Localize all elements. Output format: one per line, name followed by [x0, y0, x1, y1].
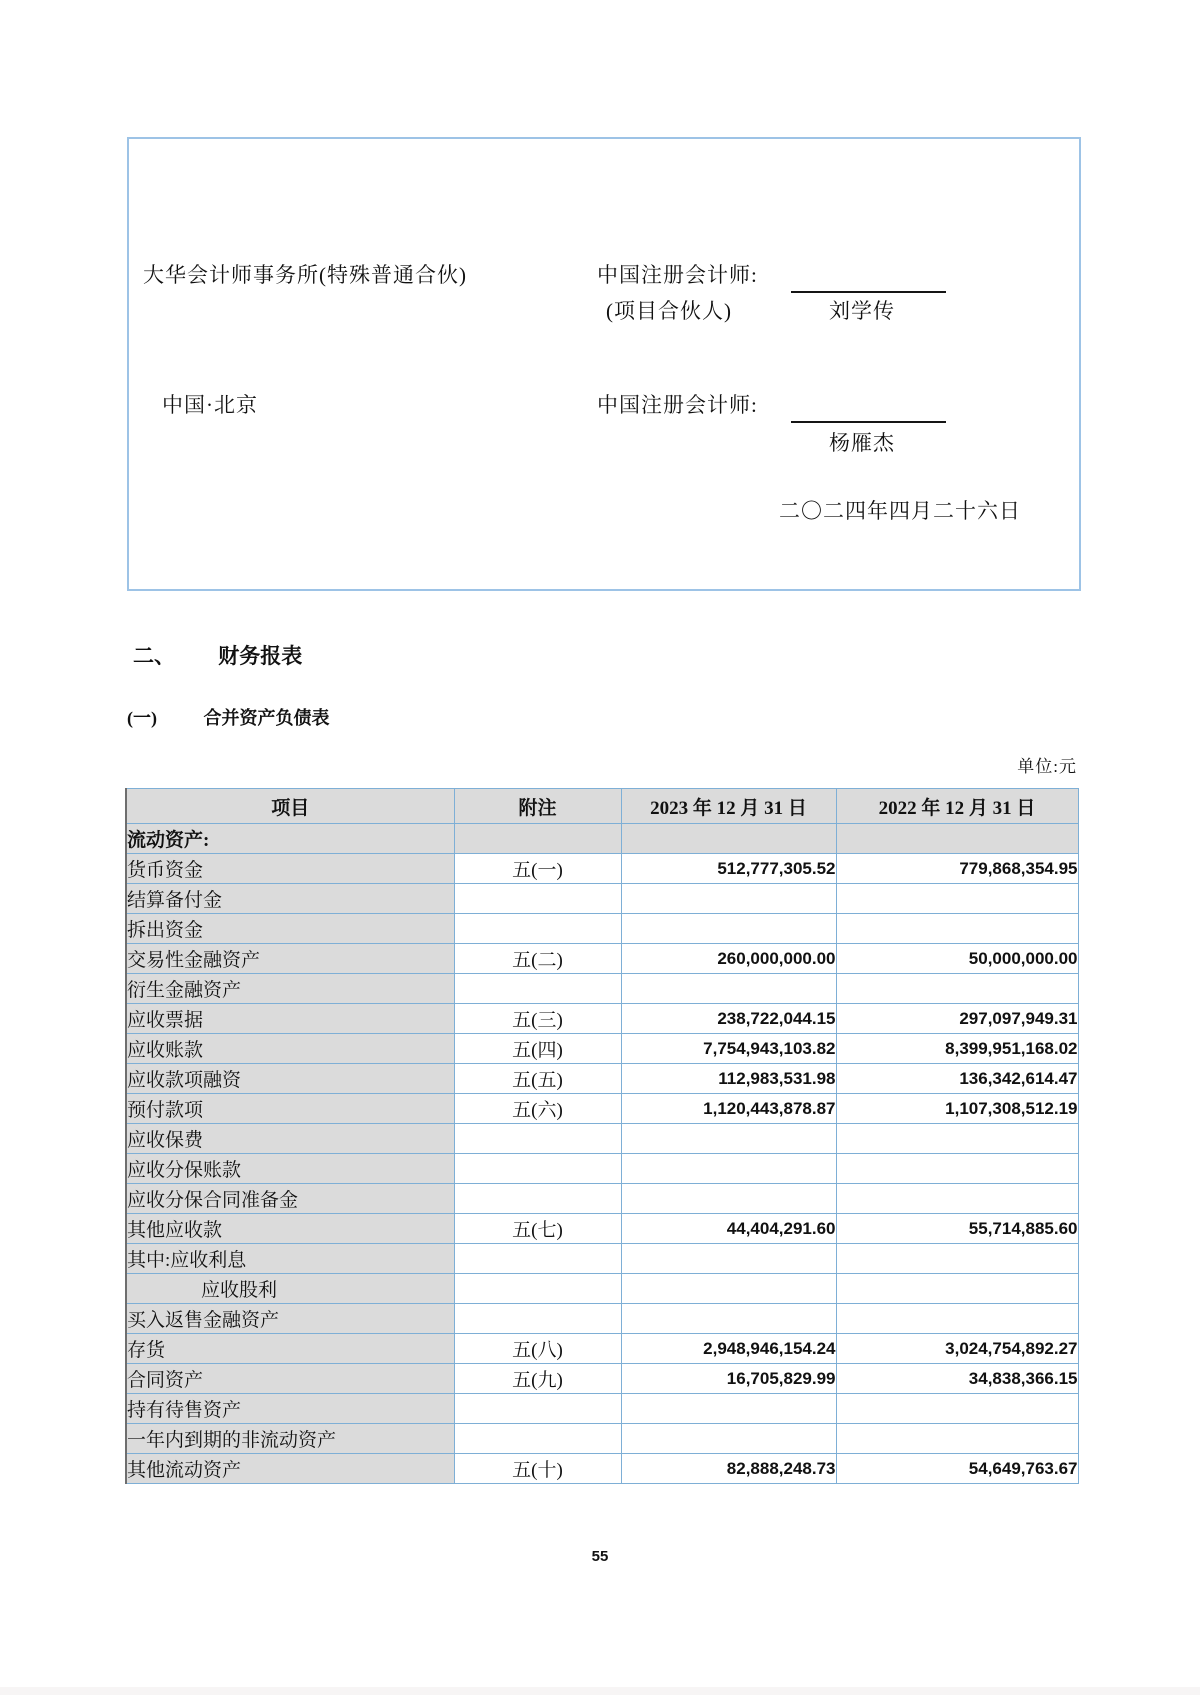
column-header-2022: 2022 年 12 月 31 日: [836, 789, 1078, 824]
value-2023-cell: [621, 884, 836, 914]
page-number: 55: [591, 1548, 609, 1565]
value-2023-cell: [621, 1124, 836, 1154]
table-row: [126, 1244, 1078, 1274]
signer-name-1: 刘学传: [829, 299, 895, 323]
value-2023-cell: [621, 914, 836, 944]
value-2022-cell: [836, 824, 1078, 854]
note-cell: 五(六): [454, 1094, 621, 1124]
value-2023-cell: [621, 974, 836, 1004]
table-row: [126, 1364, 1078, 1394]
balance-sheet-body: [126, 824, 1078, 1484]
table-row: [126, 1154, 1078, 1184]
item-cell: 应收分保合同准备金: [126, 1184, 454, 1214]
table-row: [126, 1274, 1078, 1304]
column-header-note: 附注: [454, 789, 621, 824]
item-cell: 持有待售资产: [126, 1394, 454, 1424]
value-2023-cell: 112,983,531.98: [621, 1064, 836, 1094]
value-2022-cell: 55,714,885.60: [836, 1214, 1078, 1244]
table-header-row: [126, 789, 1078, 824]
value-2023-cell: 1,120,443,878.87: [621, 1094, 836, 1124]
note-cell: [454, 824, 621, 854]
cpa-label-2: 中国注册会计师:: [597, 393, 758, 417]
signer-name-2: 杨雁杰: [829, 431, 895, 455]
item-cell: 拆出资金: [126, 914, 454, 944]
value-2022-cell: [836, 1154, 1078, 1184]
table-row: [126, 824, 1078, 854]
note-cell: 五(九): [454, 1364, 621, 1394]
table-row: [126, 1394, 1078, 1424]
value-2023-cell: [621, 1304, 836, 1334]
value-2022-cell: [836, 1124, 1078, 1154]
table-row: [126, 1094, 1078, 1124]
note-cell: 五(十): [454, 1454, 621, 1484]
value-2022-cell: 54,649,763.67: [836, 1454, 1078, 1484]
table-row: [126, 1184, 1078, 1214]
value-2023-cell: 82,888,248.73: [621, 1454, 836, 1484]
table-row: [126, 1034, 1078, 1064]
note-cell: [454, 1424, 621, 1454]
value-2022-cell: [836, 1304, 1078, 1334]
value-2023-cell: [621, 1394, 836, 1424]
item-cell: 合同资产: [126, 1364, 454, 1394]
value-2023-cell: [621, 1154, 836, 1184]
item-cell: 预付款项: [126, 1094, 454, 1124]
table-row: [126, 1454, 1078, 1484]
table-row: [126, 1424, 1078, 1454]
item-cell: 应收账款: [126, 1034, 454, 1064]
value-2023-cell: [621, 1244, 836, 1274]
item-cell: 应收保费: [126, 1124, 454, 1154]
table-row: [126, 1334, 1078, 1364]
note-cell: [454, 974, 621, 1004]
item-cell: 应收票据: [126, 1004, 454, 1034]
note-cell: [454, 1184, 621, 1214]
unit-label: 单位:元: [1017, 757, 1077, 776]
item-cell: 交易性金融资产: [126, 944, 454, 974]
value-2023-cell: [621, 824, 836, 854]
signature-box: [127, 137, 1081, 591]
value-2023-cell: 7,754,943,103.82: [621, 1034, 836, 1064]
value-2022-cell: 34,838,366.15: [836, 1364, 1078, 1394]
subsection-number: (一): [127, 708, 157, 728]
audit-firm-name: 大华会计师事务所(特殊普通合伙): [143, 263, 467, 287]
note-cell: [454, 914, 621, 944]
note-cell: 五(五): [454, 1064, 621, 1094]
item-cell: 流动资产:: [126, 824, 454, 854]
note-cell: [454, 1394, 621, 1424]
item-cell: 应收股利: [126, 1274, 454, 1304]
value-2022-cell: 50,000,000.00: [836, 944, 1078, 974]
note-cell: [454, 1304, 621, 1334]
item-cell: 其他应收款: [126, 1214, 454, 1244]
note-cell: [454, 1154, 621, 1184]
note-cell: 五(一): [454, 854, 621, 884]
item-cell: 货币资金: [126, 854, 454, 884]
item-cell: 存货: [126, 1334, 454, 1364]
balance-sheet: [125, 788, 1077, 1484]
bottom-band: [0, 1687, 1200, 1695]
note-cell: 五(三): [454, 1004, 621, 1034]
section-title: 财务报表: [218, 644, 303, 668]
note-cell: [454, 1124, 621, 1154]
note-cell: [454, 1274, 621, 1304]
balance-sheet-table: [125, 788, 1079, 1484]
value-2023-cell: 16,705,829.99: [621, 1364, 836, 1394]
value-2022-cell: [836, 914, 1078, 944]
column-header-2023: 2023 年 12 月 31 日: [621, 789, 836, 824]
signature-line-2: [791, 421, 946, 423]
item-cell: 应收款项融资: [126, 1064, 454, 1094]
value-2022-cell: 1,107,308,512.19: [836, 1094, 1078, 1124]
note-cell: 五(七): [454, 1214, 621, 1244]
value-2022-cell: 8,399,951,168.02: [836, 1034, 1078, 1064]
item-cell: 衍生金融资产: [126, 974, 454, 1004]
value-2022-cell: 779,868,354.95: [836, 854, 1078, 884]
item-cell: 买入返售金融资产: [126, 1304, 454, 1334]
table-row: [126, 1124, 1078, 1154]
column-header-item: 项目: [126, 789, 454, 824]
subsection-heading: [127, 704, 330, 730]
note-cell: [454, 884, 621, 914]
value-2022-cell: 297,097,949.31: [836, 1004, 1078, 1034]
item-cell: 其中:应收利息: [126, 1244, 454, 1274]
firm-location: 中国·北京: [162, 393, 258, 417]
table-row: [126, 854, 1078, 884]
value-2022-cell: [836, 1424, 1078, 1454]
table-row: [126, 944, 1078, 974]
value-2023-cell: 512,777,305.52: [621, 854, 836, 884]
table-row: [126, 974, 1078, 1004]
value-2023-cell: [621, 1274, 836, 1304]
value-2022-cell: [836, 1274, 1078, 1304]
item-cell: 应收分保账款: [126, 1154, 454, 1184]
note-cell: 五(二): [454, 944, 621, 974]
section-heading: [133, 640, 302, 670]
value-2023-cell: 2,948,946,154.24: [621, 1334, 836, 1364]
value-2023-cell: 260,000,000.00: [621, 944, 836, 974]
table-row: [126, 1214, 1078, 1244]
signature-line-1: [791, 291, 946, 293]
value-2023-cell: 238,722,044.15: [621, 1004, 836, 1034]
cpa-label-1: 中国注册会计师:: [597, 263, 758, 287]
value-2022-cell: 3,024,754,892.27: [836, 1334, 1078, 1364]
item-cell: 结算备付金: [126, 884, 454, 914]
value-2023-cell: [621, 1424, 836, 1454]
value-2022-cell: [836, 1244, 1078, 1274]
section-number: 二、: [133, 644, 175, 668]
table-row: [126, 1064, 1078, 1094]
note-cell: 五(四): [454, 1034, 621, 1064]
value-2022-cell: [836, 1184, 1078, 1214]
value-2022-cell: 136,342,614.47: [836, 1064, 1078, 1094]
project-partner-label: (项目合伙人): [606, 299, 732, 323]
table-row: [126, 914, 1078, 944]
note-cell: 五(八): [454, 1334, 621, 1364]
table-row: [126, 884, 1078, 914]
value-2022-cell: [836, 884, 1078, 914]
note-cell: [454, 1244, 621, 1274]
value-2023-cell: [621, 1184, 836, 1214]
report-date: 二〇二四年四月二十六日: [779, 499, 1021, 523]
table-row: [126, 1304, 1078, 1334]
item-cell: 其他流动资产: [126, 1454, 454, 1484]
item-cell: 一年内到期的非流动资产: [126, 1424, 454, 1454]
subsection-title: 合并资产负债表: [203, 708, 330, 728]
value-2022-cell: [836, 974, 1078, 1004]
value-2023-cell: 44,404,291.60: [621, 1214, 836, 1244]
table-row: [126, 1004, 1078, 1034]
value-2022-cell: [836, 1394, 1078, 1424]
